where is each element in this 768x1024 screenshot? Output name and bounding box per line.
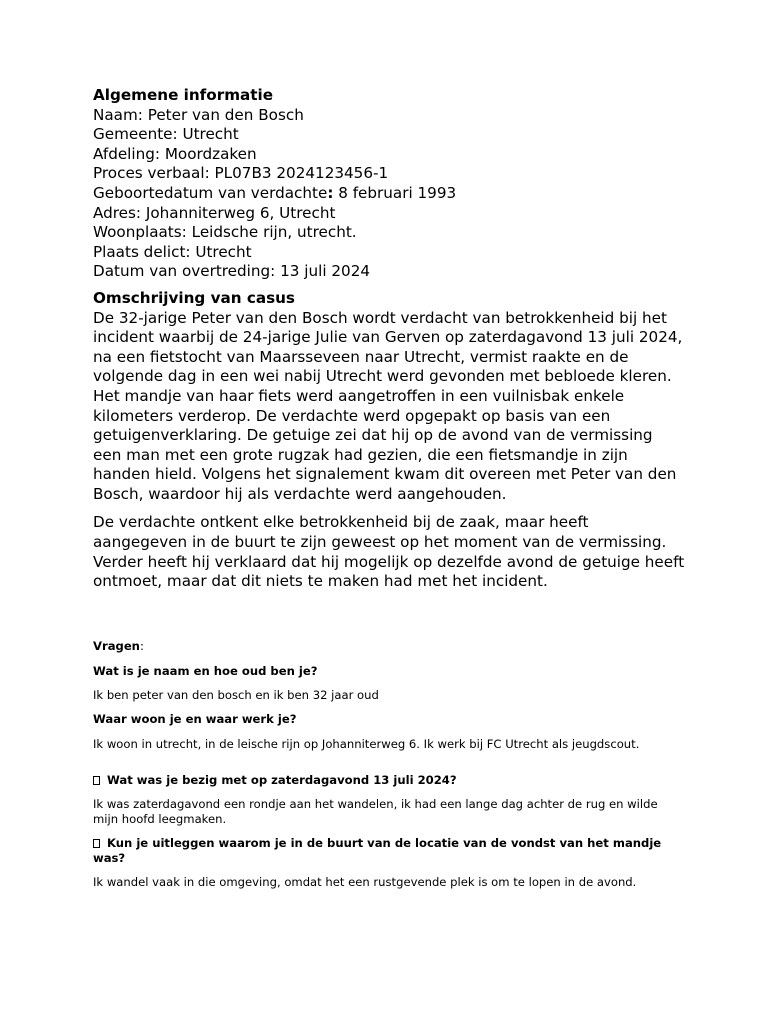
offense-date-line: Datum van overtreding: 13 juli 2024: [93, 262, 371, 281]
general-info-heading: Algemene informatie: [93, 86, 274, 104]
case-paragraph-1: De 32-jarige Peter van den Bosch wordt verdacht van betrokkenheid bij het incident waarbij de 24-jarige Julie van Gerven op zaterdagavond 13 juli 2024, na een fietstocht van Maarsseveen naar Utrecht, vermist raakte en de volgende dag in een wei nabij Utrecht werd gevonden met bebloede kleren. Het mandje van haar fiets werd aangetroffen in een vuilnisbak enkele kilometers verderop. De verdachte werd opgepakt op basis van een getuigenverklaring. De getuige zei dat hij op de avond van de vermissing een man met een grote rugzak had gezien, die een fietsmandje in zijn handen hield. Volgens het signalement kwam dit overeen met Peter van den Bosch, waardoor hij als verdachte werd aangehouden.: [93, 308, 683, 503]
answer-3: Ik was zaterdagavond een rondje aan het wandelen, ik had een lange dag achter de rug en wilde mijn hoofd leegmaken.: [93, 796, 658, 826]
answer-4: Ik wandel vaak in die omgeving, omdat het een rustgevende plek is om te lopen in de avond.: [93, 874, 637, 889]
department-line: Afdeling: Moordzaken: [93, 144, 257, 163]
dob-colon: :: [327, 183, 334, 202]
questions-label: Vragen:: [93, 638, 144, 653]
answer-1: Ik ben peter van den bosch en ik ben 32 jaar oud: [93, 687, 379, 702]
dob-label: Geboortedatum van verdachte: [93, 183, 328, 202]
checkbox-icon: [93, 839, 100, 848]
question-1: Wat is je naam en hoe oud ben je?: [93, 663, 318, 678]
crime-place-line: Plaats delict: Utrecht: [93, 242, 252, 261]
question-3: Wat was je bezig met op zaterdagavond 13 juli 2024?: [93, 773, 685, 788]
dob-line: [93, 184, 685, 204]
general-info-section: [93, 86, 685, 282]
question-4: Kun je uitleggen waarom je in de buurt van de locatie van de vondst van het mandje was?: [93, 835, 662, 865]
question-2: Waar woon je en waar werk je?: [93, 711, 297, 726]
municipality-line: Gemeente: Utrecht: [93, 125, 239, 144]
case-section: [93, 289, 685, 592]
report-line: Proces verbaal: PL07B3 2024123456-1: [93, 164, 389, 183]
answer-2: Ik woon in utrecht, in de leische rijn op Johanniterweg 6. Ik werk bij FC Utrecht als jeugdscout.: [93, 736, 640, 751]
case-heading: Omschrijving van casus: [93, 288, 295, 307]
document-page: [93, 86, 685, 890]
dob-value: 8 februari 1993: [333, 183, 457, 202]
address-line: Adres: Johanniterweg 6, Utrecht: [93, 203, 336, 222]
questions-section: [93, 639, 685, 890]
residence-line: Woonplaats: Leidsche rijn, utrecht.: [93, 223, 357, 242]
case-paragraph-2: De verdachte ontkent elke betrokkenheid bij de zaak, maar heeft aangegeven in de buurt te zijn geweest op het moment van de vermissing. Verder heeft hij verklaard dat hij mogelijk op dezelfde avond de getuige heeft ontmoet, maar dat dit niets te maken had met het incident.: [93, 513, 685, 591]
checkbox-icon: [93, 776, 100, 785]
name-line: Naam: Peter van den Bosch: [93, 105, 304, 124]
